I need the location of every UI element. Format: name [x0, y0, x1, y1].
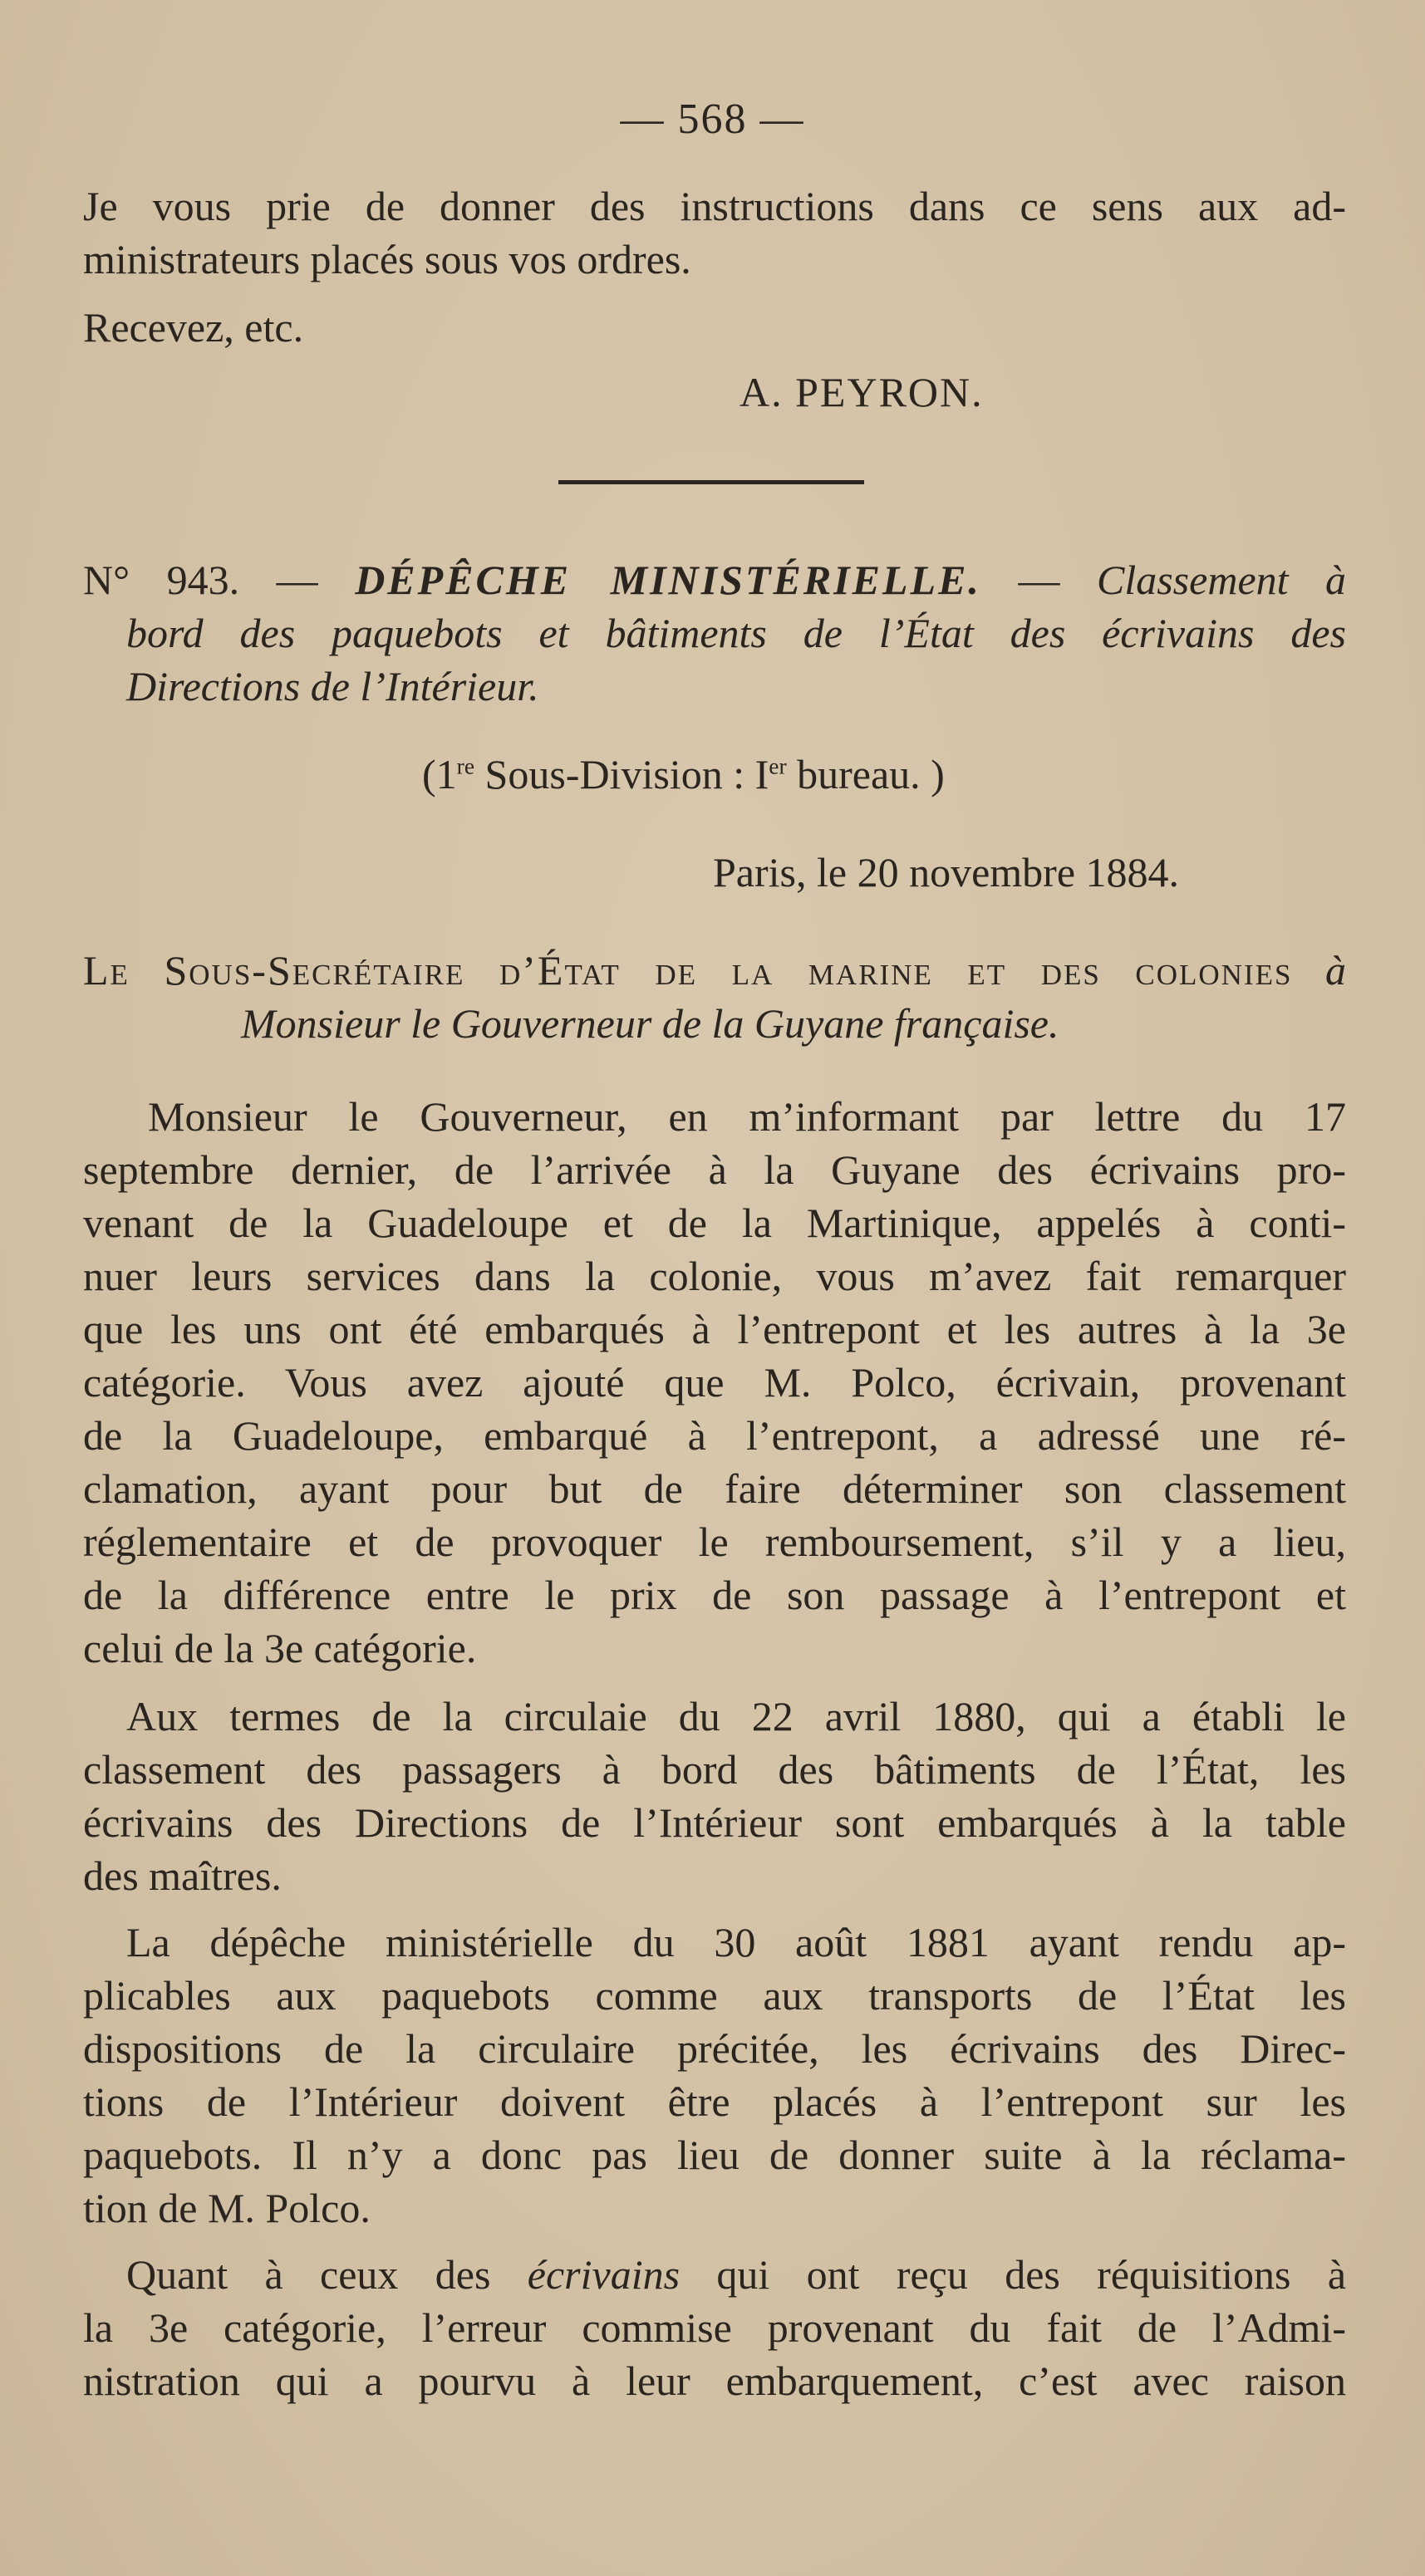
address-line-2: Monsieur le Gouverneur de la Guyane française.	[241, 1000, 1059, 1047]
division-label: Sous-Division :	[484, 751, 745, 797]
body-line-22	[126, 2248, 1346, 2301]
body-line-5: que les uns ont été embarqués à l’entrepont et les autres à la 3e	[83, 1306, 1346, 1352]
division-line	[422, 748, 1170, 801]
body-line-3: venant de la Guadeloupe et de la Martinique, appelés à conti-	[83, 1200, 1346, 1246]
body-line-22-italic: écrivains	[527, 2251, 681, 2298]
body-line-10: de la différence entre le prix de son passage à l’entrepont et	[83, 1572, 1346, 1618]
body-line-6: catégorie. Vous avez ajouté que M. Polco, écrivain, provenant	[83, 1359, 1346, 1406]
signature: A. PEYRON.	[740, 369, 984, 415]
heading-number: N° 943.	[83, 557, 240, 603]
body-line-7: de la Guadeloupe, embarqué à l’entrepont, a adressé une ré-	[83, 1412, 1346, 1459]
heading-line-3: Directions de l’Intérieur.	[126, 663, 539, 709]
body-line-4: nuer leurs services dans la colonie, vous m’avez fait remarquer	[83, 1253, 1346, 1299]
body-line-18: dispositions de la circulaire précitée, les écrivains des Direc-	[83, 2025, 1346, 2072]
bureau-label: bureau.	[797, 751, 921, 797]
page-number: — 568 —	[620, 96, 805, 143]
body-line-2: septembre dernier, de l’arrivée à la Guyane des écrivains pro-	[83, 1146, 1346, 1193]
heading-line-1	[83, 553, 1346, 606]
body-line-13: classement des passagers à bord des bâtiments de l’État, les	[83, 1746, 1346, 1793]
division-close: )	[931, 751, 945, 797]
body-line-9: réglementaire et de provoquer le remboursement, s’il y a lieu,	[83, 1519, 1346, 1565]
intro-line-1: Je vous prie de donner des instructions dans ce sens aux ad-	[83, 183, 1346, 229]
heading-dash: —	[276, 557, 318, 603]
division-open: (	[422, 751, 436, 797]
division-num-sup: re	[456, 753, 475, 779]
body-line-11: celui de la 3e catégorie.	[83, 1625, 477, 1671]
address-sender: Le Sous-Secrétaire d’État de la marine et des colonies	[83, 947, 1293, 994]
address-to: à	[1325, 947, 1347, 994]
body-line-20: paquebots. Il n’y a donc pas lieu de donner suite à la réclama-	[83, 2132, 1346, 2178]
body-line-22-end: qui ont reçu des réquisitions à	[716, 2251, 1347, 2298]
body-line-23: la 3e catégorie, l’erreur commise provenant du fait de l’Admi-	[83, 2304, 1346, 2351]
intro-line-2: ministrateurs placés sous vos ordres.	[83, 236, 691, 282]
address-line-1	[83, 944, 1346, 997]
body-line-8: clamation, ayant pour but de faire déterminer son classement	[83, 1465, 1346, 1512]
heading-line-2: bord des paquebots et bâtiments de l’État des écrivains des	[126, 610, 1346, 656]
body-line-15: des maîtres.	[83, 1852, 282, 1899]
bureau-num: I	[754, 751, 769, 797]
body-line-22-start: Quant à ceux des	[126, 2251, 491, 2298]
closing-formula: Recevez, etc.	[83, 304, 304, 351]
division-num: 1	[435, 751, 457, 797]
body-line-24: nistration qui a pourvu à leur embarquement, c’est avec raison	[83, 2358, 1346, 2404]
dateline: Paris, le 20 novembre 1884.	[713, 849, 1180, 895]
heading-type: DÉPÊCHE MINISTÉRIELLE.	[355, 557, 981, 603]
body-line-12: Aux termes de la circulaie du 22 avril 1880, qui a établi le	[126, 1693, 1346, 1739]
body-line-14: écrivains des Directions de l’Intérieur sont embarqués à la table	[83, 1799, 1346, 1846]
heading-dash-2: —	[1018, 557, 1060, 603]
separator-rule	[558, 480, 864, 484]
bureau-sup: er	[769, 753, 787, 779]
body-line-21: tion de M. Polco.	[83, 2185, 371, 2231]
body-line-19: tions de l’Intérieur doivent être placés à l’entrepont sur les	[83, 2078, 1346, 2125]
body-line-17: plicables aux paquebots comme aux transports de l’État les	[83, 1972, 1346, 2019]
body-line-1: Monsieur le Gouverneur, en m’informant par lettre du 17	[148, 1093, 1346, 1140]
body-line-16: La dépêche ministérielle du 30 août 1881 ayant rendu ap-	[126, 1919, 1346, 1965]
heading-title-start: Classement à	[1096, 557, 1347, 603]
